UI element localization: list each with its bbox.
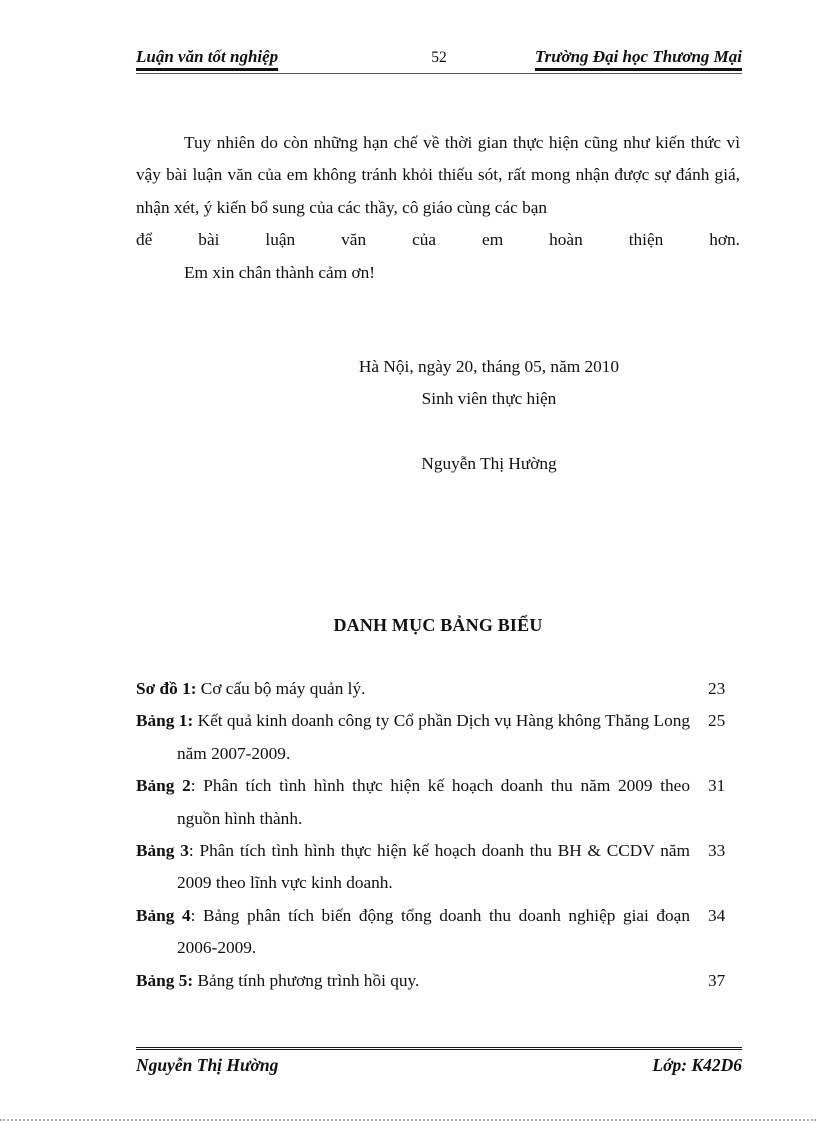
footer-class: Lớp: K42D6 — [652, 1055, 742, 1075]
signature-caption: Sinh viên thực hiện — [421, 389, 557, 409]
item-page-number: 33 — [708, 841, 726, 861]
paragraph-main: Tuy nhiên do còn những hạn chế về thời gian thực hiện cũng như kiến thức vì vậy bài luận văn của em không tránh khỏi thiếu sót, rất mong nhận được sự đánh giá, nhận xét, ý kiến bổ sung của các thầy, cô giáo cùng các bạn — [136, 133, 740, 217]
item-page-number: 23 — [708, 679, 726, 698]
list-item — [136, 835, 740, 900]
section-title: DANH MỤC BẢNG BIỂU — [333, 615, 543, 635]
item-page-number: 25 — [708, 711, 726, 731]
item-label: Bảng 5: — [136, 970, 194, 990]
item-text: Kết quả kinh doanh công ty Cổ phần Dịch vụ Hàng không Thăng Long năm 2007-2009. — [177, 711, 690, 763]
body-text — [136, 127, 740, 289]
item-text: Cơ cấu bộ máy quản lý. — [196, 679, 366, 698]
footer-author: Nguyễn Thị Hường — [136, 1055, 279, 1075]
item-label: Bảng 3 — [136, 841, 189, 861]
signature-block — [236, 351, 742, 481]
header-page-number: 52 — [431, 49, 447, 66]
item-page-number: 31 — [708, 776, 726, 796]
page-footer — [136, 1047, 742, 1077]
item-label: Bảng 4 — [136, 905, 191, 925]
list-item — [136, 770, 740, 835]
list-item — [136, 705, 740, 770]
list-item — [136, 900, 740, 965]
date-line: Hà Nội, ngày 20, tháng 05, năm 2010 — [358, 357, 620, 376]
item-text: : Bảng phân tích biến động tổng doanh thu doanh nghiệp giai đoạn 2006-2009. — [177, 905, 690, 958]
item-label: Bảng 1: — [136, 711, 194, 731]
item-page-number: 37 — [708, 970, 726, 990]
paragraph-thanks: Em xin chân thành cảm ơn! — [184, 262, 376, 282]
page-header — [136, 46, 742, 74]
header-institution: Trường Đại học Thương Mại — [534, 47, 742, 66]
table-list — [136, 673, 740, 997]
paragraph-last-line: để bài luận văn của em hoàn thiện hơn. — [136, 230, 740, 250]
item-text: : Phân tích tình hình thực hiện kế hoạch doanh thu năm 2009 theo nguồn hình thành. — [177, 776, 690, 828]
item-text: : Phân tích tình hình thực hiện kế hoạch doanh thu BH & CCDV năm 2009 theo lĩnh vực kinh doanh. — [177, 841, 691, 893]
signature-name: Nguyễn Thị Hường — [421, 454, 557, 474]
item-text: Bảng tính phương trình hồi quy. — [193, 970, 420, 990]
list-item — [136, 965, 740, 997]
item-page-number: 34 — [708, 905, 726, 925]
page-edge-divider — [0, 1119, 816, 1121]
item-label: Sơ đồ 1: — [136, 679, 197, 698]
list-item — [136, 673, 740, 705]
header-doc-title: Luận văn tốt nghiệp — [136, 47, 279, 66]
item-label: Bảng 2 — [136, 776, 191, 796]
